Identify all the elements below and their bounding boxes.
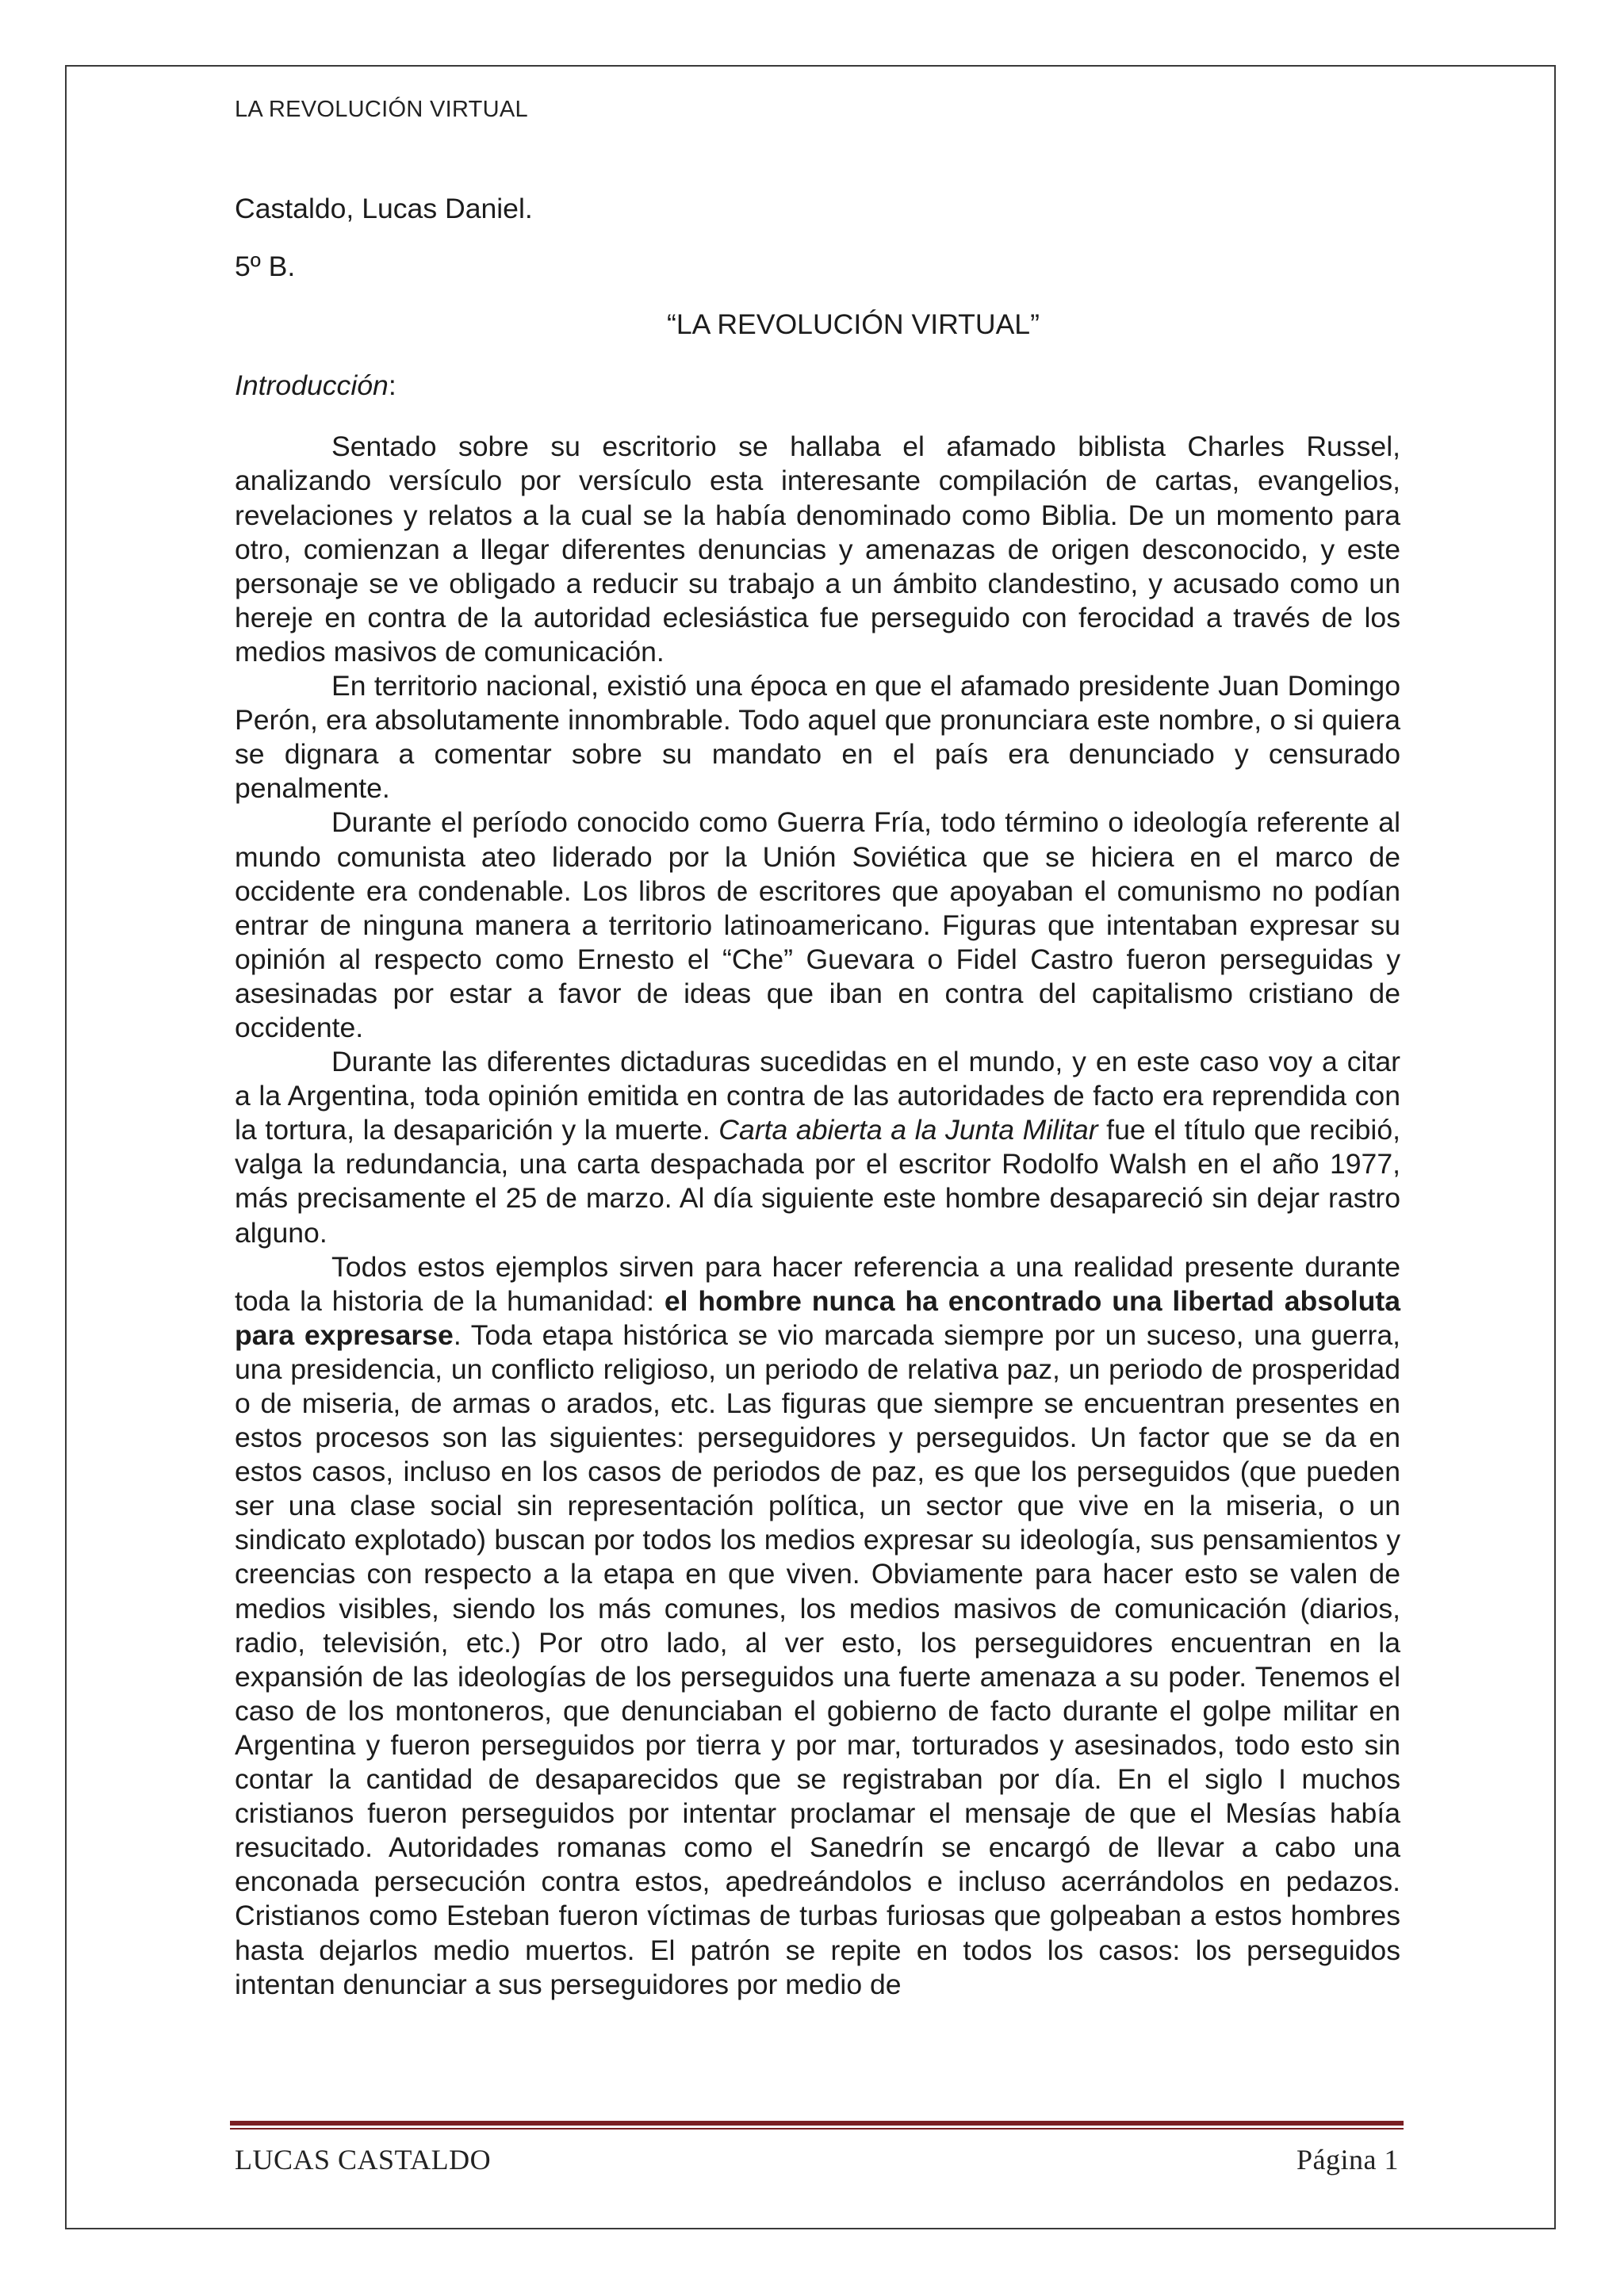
footer-author: LUCAS CASTALDO [235,2144,492,2175]
running-header: LA REVOLUCIÓN VIRTUAL [235,97,528,122]
author-line: Castaldo, Lucas Daniel. [235,193,533,224]
paragraph-3: Durante el período conocido como Guerra Fría, todo término o ideología referente al mundo comunista ateo liderado por la Unión Soviética que se hiciera en el marco de occidente era condenable. Los libros de escritores que apoyaban el comunismo no podían entrar de ninguna manera a territorio latinoamericano. Figuras que intentaban expresar su opinión al respecto como Ernesto el “Che” Guevara o Fidel Castro fueron perseguidas y asesinadas por estar a favor de ideas que iban en contra del capitalismo cristiano de occidente. [235,806,1400,1043]
paragraph-4 [235,1045,1400,1250]
paragraph-1: Sentado sobre su escritorio se hallaba el afamado biblista Charles Russel, analizando versículo por versículo esta interesante compilación de cartas, evangelios, revelaciones y relatos a la cual se la había denominado como Biblia. De un momento para otro, comienzan a llegar diferentes denuncias y amenazas de origen desconocido, y este personaje se ve obligado a reducir su trabajo a un ámbito clandestino, y acusado como un hereje en contra de la autoridad eclesiástica fue perseguido con ferocidad a través de los medios masivos de comunicación. [235,430,1400,668]
section-heading-colon: : [388,369,396,402]
paragraph-2: En territorio nacional, existió una época en que el afamado presidente Juan Domingo Perón, era absolutamente innombrable. Todo aquel que pronunciara este nombre, o si quiera se dignara a comentar sobre su mandato en el país era denunciado y censurado penalmente. [235,670,1400,805]
footer-rule [230,2121,1404,2126]
paragraph-5 [235,1250,1400,2002]
paragraph-4-part-a: Durante las diferentes dictaduras sucedidas en el mundo, y en este caso voy a citar a la Argentina, toda opinión emitida en contra de las autoridades de facto era reprendida con la tortura, la desaparición y la muerte. [235,1046,1400,1146]
paragraph-list [235,430,1400,2001]
letter-title: Carta abierta a la Junta Militar [718,1114,1098,1146]
paragraph-5-part-a: Todos estos ejemplos sirven para hacer referencia a una realidad presente durante toda la historia de la humanidad: [235,1250,1400,1317]
section-heading [235,369,1400,403]
page-number: Página 1 [1297,2144,1399,2175]
paragraph-5-part-b: . Toda etapa histórica se vio marcada siempre por un suceso, una guerra, una presidencia, un conflicto religioso, un periodo de relativa paz, un periodo de prosperidad o de miseria, de armas o arados, etc. Las figuras que siempre se encuentran presentes en estos procesos son las siguientes: perseguidores y perseguidos. Un factor que se da en estos casos, incluso en los casos de periodos de paz, es que los perseguidos (que pueden ser una clase social sin representación política, un sector que vive en la miseria, o un sindicato explotado) buscan por todos los medios expresar su ideología, sus pensamientos y creencias con respecto a la etapa en que viven. Obviamente para hacer esto se valen de medios visibles, siendo los más comunes, los medios masivos de comunicación (diarios, radio, televisión, etc.) Por otro lado, al ver esto, los perseguidores encuentran en la expansión de las ideologías de los perseguidos una fuerte amenaza a su poder. Tenemos el caso de los montoneros, que denunciaban el gobierno de facto durante el golpe militar en Argentina y fueron perseguidos por tierra y por mar, torturados y asesinados, todo esto sin contar la cantidad de desaparecidos que se registraban por día. En el siglo I muchos cristianos fueron perseguidos por intentar proclamar el mensaje de que el Mesías había resucitado. Autoridades romanas como el Sanedrín se encargó de llevar a cabo una enconada persecución contra estos, apedreándolos e incluso acerrándolos en pedazos. Cristianos como Esteban fueron víctimas de turbas furiosas que golpeaban a estos hombres hasta dejarlos medio muertos. El patrón se repite en todos los casos: los perseguidos intentan denunciar a sus perseguidores por medio de [235,1318,1401,2000]
course-line: 5º B. [235,251,296,283]
section-heading-text: Introducción [235,369,389,402]
paragraph-4-part-b: fue el título que recibió, valga la redundancia, una carta despachada por el escritor Rodolfo Walsh en el año 1977, más precisamente el 25 de marzo. Al día siguiente este hombre desapareció sin dejar rastro alguno. [235,1114,1401,1249]
document-body [235,192,1400,2002]
document-title: “LA REVOLUCIÓN VIRTUAL” [667,308,1040,341]
footer-rule-secondary [230,2128,1404,2130]
thesis-statement: el hombre nunca ha encontrado una libertad absoluta para expresarse [235,1284,1400,1351]
